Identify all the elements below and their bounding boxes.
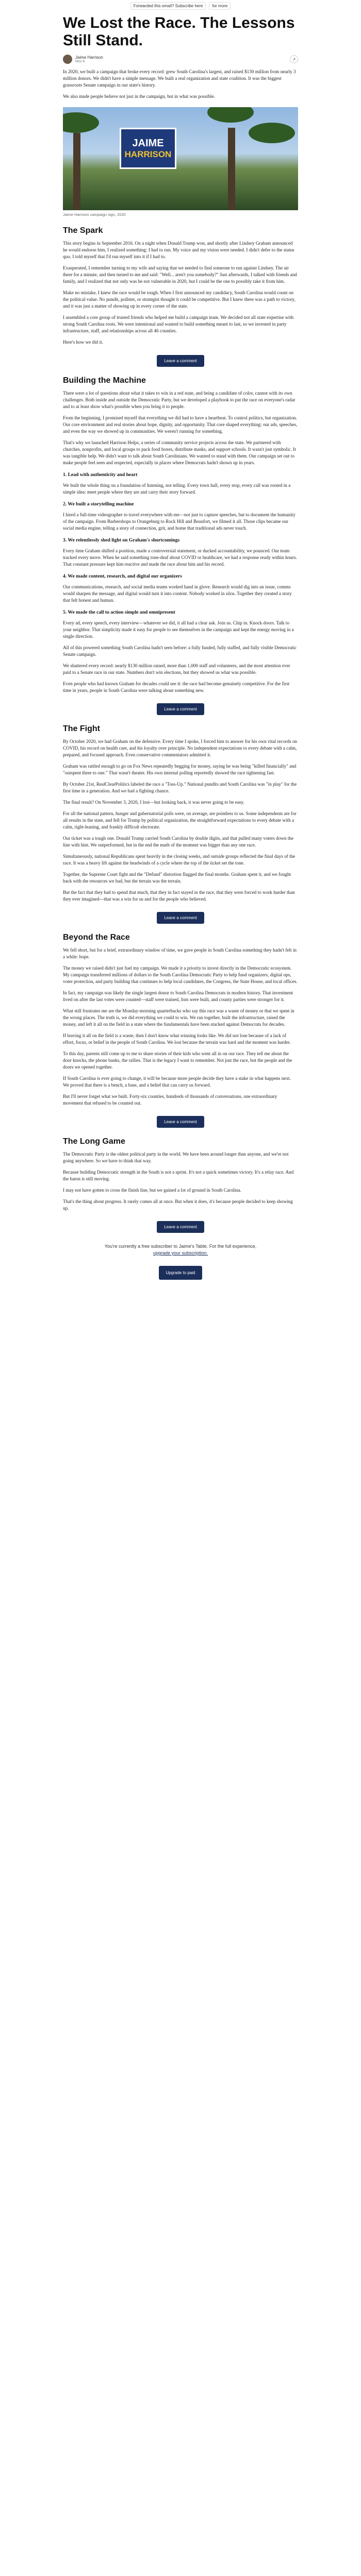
- numbered-paragraph: I hired a full-time videographer to travel everywhere with me—not just to capture speeches, but to document the humanity of the campaign. From Barbershops to Orangeburg to Rock Hill and Beaufort, we filmed it all. Those clips became our social media engine, telling a story of connection, grit, and home that traditional ads never touch.: [63, 512, 296, 531]
- comment-row: [63, 355, 298, 367]
- post-date: Nov 6: [75, 60, 85, 63]
- comment-row: [63, 912, 298, 924]
- campaign-sign: JAIME HARRISON: [120, 128, 176, 169]
- section-paragraph: That's the thing about progress. It rarely comes all at once. But when it does, it's because people decided to keep showing up.: [63, 1199, 293, 1211]
- leave-comment-button[interactable]: Leave a comment: [157, 1221, 204, 1233]
- section-heading: The Spark: [63, 226, 103, 235]
- byline: [63, 55, 298, 64]
- section-paragraph: We fell short, but for a brief, extraordinary window of time, we gave people in South Carolina something they hadn't felt in a while: hope.: [63, 947, 297, 959]
- section-paragraph: By October 21st, RealClearPolitics labeled the race a "Toss-Up." National pundits and South Carolina was "in play" for the first time in a generation. And we had a fighting chance.: [63, 782, 297, 793]
- section-paragraph: Simultaneously, national Republicans spent heavily in the closing weeks, and outside groups reflected the final days of the race. It was a heavy lift against the headwinds of a cycle where the top of the ticket set the tone.: [63, 854, 296, 866]
- section-paragraph: What still frustrates me are the Monday-morning quarterbacks who say this race was a waste of money or that we spent in the wrong places. The truth is, we did everything we could to win. We ran together, built the infrastructure, raised the money, and left it all on the field in a state where the fundamentals have been stacked against Democrats for decades.: [63, 1008, 294, 1027]
- section-paragraph: Even people who had known Graham for decades could see it: the race had become genuinely competitive. For the first time in years, people in South Carolina were talking about something new.: [63, 681, 290, 693]
- top-bar: [0, 0, 361, 11]
- section-paragraph: From the beginning, I promised myself that everything we did had to have a heartbeat. To control politics, but organization. Our core environment and real stories about hope, dignity, and opportunity. That core shaped everything: our ads, speeches, and even the way we showed up in communities. We weren't running for something.: [63, 415, 298, 434]
- section-paragraph: I may not have gotten to cross the finish line, but we gained a lot of ground in South Carolina.: [63, 1188, 241, 1193]
- section-paragraph: This story begins in September 2016. On a night when Donald Trump won, and shortly after Lindsey Graham announced he would endorse him, I realized something: I had to run. My voice and my vision were needed. I didn't defer to the status quo. I told myself that I'd run myself into it if I had to.: [63, 241, 294, 259]
- section-paragraph: By October 2020, we had Graham on the defensive. Every time I spoke, I forced him to answer for his own vital records on COVID, his record on health care, and his loyalty over principle. No independent expectations to every debate with a calm, prepared, and focused approach. Even conservative commentators admitted it.: [63, 739, 298, 757]
- numbered-paragraph: Every ad, every speech, every interview—whatever we did, it all had a clear ask. Join us. Chip in. Knock doors. Talk to your neighbor. That simplicity made it easy for people to see themselves in the campaign and kept the energy moving in a single direction.: [63, 620, 294, 639]
- upgrade-button[interactable]: Upgrade to paid: [159, 1266, 203, 1280]
- share-icon[interactable]: ↗: [290, 55, 298, 63]
- leave-comment-button[interactable]: Leave a comment: [157, 355, 204, 367]
- section-paragraph: Graham was rattled enough to go on Fox News repeatedly begging for money, saying he was being "killed financially" and "outspent three to one." That wasn't theater. His own internal polling reportedly showed the race tightening fast.: [63, 764, 297, 775]
- section-heading: Building the Machine: [63, 376, 146, 385]
- section-paragraph: Together, the Supreme Court fight and the "Defund" distortion flagged the final months. Graham spent it, and we fought back with the resources we had, but the terrain was the terrain.: [63, 872, 291, 884]
- section-paragraph: I assembled a core group of trusted friends who helped me build a campaign team. We decided not all state expertise with strong South Carolina roots. We were intentional and wanted to build something meant to last, so we invested in party infrastructure, staff, and relationships across all 46 counties.: [63, 315, 294, 333]
- article-title: We Lost the Race. The Lessons Still Stand.: [63, 14, 295, 49]
- numbered-paragraph: Every time Graham shifted a position, made a controversial statement, or ducked accountability, we pounced. Our team tracked every move. When he said something tone-deaf about COVID or healthcare, we had a response ready within hours. That constant pressure kept him reactive and made the race about him and his record.: [63, 548, 297, 567]
- section-paragraph: But I'll never forget what we built. Forty-six counties, hundreds of thousands of conversations, one extraordinary movement that refused to be counted out.: [63, 1094, 277, 1106]
- hero-image: [63, 107, 298, 210]
- leave-comment-button[interactable]: Leave a comment: [157, 912, 204, 924]
- section-heading: Beyond the Race: [63, 933, 130, 942]
- section-paragraph: Make no mistake, I knew the race would be tough. When I first announced my candidacy, South Carolina would count on the political value. No pundit, pollster, or strategist thought it could be competitive. But I knew there was a path to victory, and it was just a matter of showing up in every corner of the state.: [63, 290, 296, 309]
- numbered-heading: 5. We made the call to action simple and omnipresent: [63, 609, 175, 615]
- section-paragraph: If South Carolina is ever going to change, it will be because more people decide they have a stake in what happens next. We proved that there is a bench, a base, and a belief that can carry us forward.: [63, 1076, 291, 1088]
- section-paragraph: To this day, parents still come up to me to share stories of their kids who went all in on our race. They tell me about the door knocks, the phone banks, the rallies. That is the legacy I want to remember. Not just the race, but the people and the doors we opened together.: [63, 1051, 292, 1070]
- footer-text: You're currently a free subscriber to Jaime's Table. For the full experience,: [104, 1244, 257, 1249]
- section-paragraph: There were a lot of questions about what it takes to win in a red state, and being a candidate of color, cannot with its own challenges. Both inside and outside the Democratic Party, but we developed a playbook to put the race on everyone's radar and to at least show what's possible when you bring it to people.: [63, 391, 296, 409]
- article: [63, 14, 298, 1280]
- leave-comment-button[interactable]: Leave a comment: [157, 703, 204, 715]
- section-paragraph: But the fact that they had to spend that much, that they in fact stayed in the race, that they were forced to work harder than they ever imagined—that was a win for us and for the people who believed.: [63, 890, 295, 902]
- section-paragraph: The final result? On November 3, 2020, I lost—but looking back, it was never going to be easy.: [63, 800, 244, 805]
- footer: [63, 1243, 298, 1280]
- leave-comment-button[interactable]: Leave a comment: [157, 1116, 204, 1128]
- section-paragraph: The money we raised didn't just fuel my campaign. We made it a priority to invest directly in the Democratic ecosystem. My campaign transferred millions of dollars to the South Carolina Democratic Party to help fund organizers, digital ops, voter protection, and party building that continues to help local candidates, the Congress, the State House, and local offices.: [63, 965, 298, 984]
- section-paragraph: If leaving it all on the field is a waste, then I don't know what winning looks like. We did not lose because of a lack of effort, focus, or belief in the people of South Carolina. We lost because the terrain was hard and the moment was harder.: [63, 1033, 291, 1045]
- section-paragraph: Because building Democratic strength in the South is not a sprint. It's not a quick sometimes victory. It's a relay race. And the baton is still moving.: [63, 1170, 294, 1181]
- section-paragraph: We shattered every record: nearly $130 million raised, more than 1,000 staff and volunteers, and the most attention ever paid to a Senate race in our state. Numbers don't win elections, but they showed us what was possible.: [63, 663, 290, 675]
- section-paragraph: That's why we launched Harrison Helps, a series of community service projects across the state. We partnered with churches, nonprofits, and local groups to pack food boxes, distribute masks, and support schools. It wasn't just symbolic. It was tangible help. We didn't want to talk about South Carolinians. We wanted to stand with them. Our campaign set out to make people feel seen and respected, especially in places where Democrats hadn't shown up in years.: [63, 440, 296, 465]
- numbered-heading: 3. We relentlessly shed light on Graham's shortcomings: [63, 537, 180, 543]
- section-heading: The Fight: [63, 724, 100, 733]
- author-name[interactable]: Jaime Harrison: [75, 55, 103, 60]
- comment-row: [63, 1116, 298, 1128]
- forwarded-link[interactable]: Forwarded this email? Subscribe here: [130, 2, 206, 10]
- comment-row: [63, 1221, 298, 1233]
- upgrade-link[interactable]: upgrade your subscription.: [153, 1250, 208, 1256]
- intro-paragraph: In 2020, we built a campaign that broke every record: grew South Carolina's largest, and raised $130 million from nearly 3 million donors. We didn't have a simple message. We built a real organization and state coalition. It was the biggest grassroots Senate campaign in our state's history.: [63, 69, 296, 88]
- section-paragraph: For all the national pattern, hunger and gubernatorial polls were, on average, are pointless to us. Some independents are for all results in the state, and fell for Trump by political organization, the straightforward expectations to every debate with a calm, right-leaning, and frankly difficult electorate.: [63, 811, 297, 829]
- avatar[interactable]: [63, 55, 72, 64]
- section-paragraph: All of this powered something South Carolina hadn't seen before: a fully funded, fully staffed, and fully visible Democratic Senate campaign.: [63, 645, 297, 657]
- comment-row: [63, 703, 298, 715]
- image-caption: Jaime Harrison campaign sign, 2020: [63, 212, 126, 217]
- numbered-paragraph: Our communications, research, and social media teams worked hand in glove. Research would dig into an issue, comms would sharpen the message, and digital would turn it into content. Nobody worked in silos. Together they created a story that felt honest and human.: [63, 584, 292, 603]
- section-paragraph: In fact, my campaign was likely the single largest donor to South Carolina Democrats in modern history. That investment lived on after the last votes were counted—staff were trained, lists were built, and county parties were stronger for it.: [63, 990, 293, 1002]
- numbered-heading: 4. We made content, research, and digital our organizers: [63, 573, 182, 579]
- section-paragraph: Our ticket was a tough one. Donald Trump carried South Carolina by double digits, and that pulled many voters down the line with him. We outperformed, but in the end the math of the moment was bigger than any one race.: [63, 836, 294, 848]
- intro-paragraph: We also made people believe not just in the campaign, but in what was possible.: [63, 94, 215, 99]
- numbered-heading: 1. Lead with authenticity and heart: [63, 472, 138, 478]
- section-paragraph: Exasperated, I remember turning to my wife and saying that we needed to find someone to run against Lindsey. The air there for a minute, and then turned to me and said: "Well... aren't you somebody?" Just afterwards, I talked with friends and family, and I realized that not only was he not vulnerable in 2020, but I could be the one to possibly take it from him.: [63, 265, 297, 284]
- section-paragraph: Here's how we did it.: [63, 340, 103, 345]
- numbered-heading: 2. We built a storytelling machine: [63, 501, 134, 507]
- section-paragraph: The Democratic Party is the oldest political party in the world. We have been around longer than anyone, and we're not going anywhere. So we have to think that way.: [63, 1151, 289, 1163]
- section-heading: The Long Game: [63, 1137, 125, 1146]
- numbered-paragraph: We built the whole thing on a foundation of listening, not telling. Every town hall, every stop, every call was rooted in a simple idea: meet people where they are and carry their story forward.: [63, 483, 291, 495]
- more-link[interactable]: for more: [209, 2, 231, 10]
